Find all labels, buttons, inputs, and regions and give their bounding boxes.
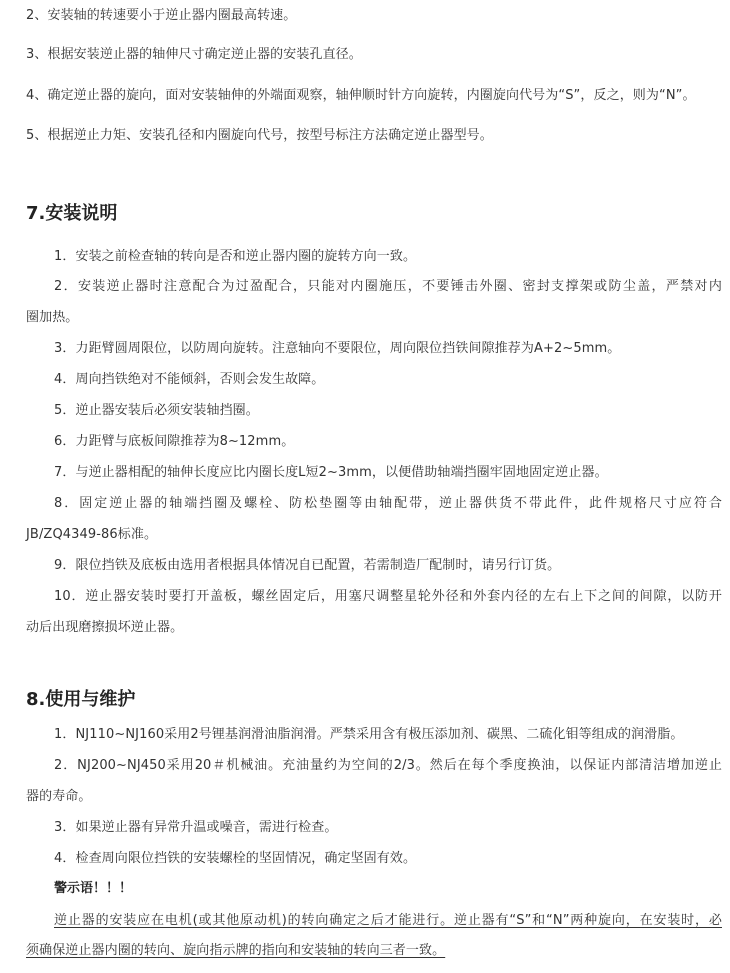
maintenance-item-3: 3．如果逆止器有异常升温或噪音，需进行检查。 (54, 820, 338, 835)
installation-item-4: 4．周向挡铁绝对不能倾斜，否则会发生故障。 (54, 372, 325, 387)
installation-item-9: 9．限位挡铁及底板由选用者根据具体情况自已配置，若需制造厂配制时，请另行订货。 (54, 558, 561, 573)
warning-title: 警示语！！！ (54, 881, 133, 896)
installation-item-1: 1．安装之前检查轴的转向是否和逆止器内圈的旋转方向一致。 (54, 249, 417, 264)
selection-step-2: 2、安装轴的转速要小于逆止器内圈最高转速。 (26, 8, 297, 23)
maintenance-item-2-cont: 器的寿命。 (26, 789, 92, 804)
installation-heading: 7.安装说明 (26, 203, 118, 224)
maintenance-heading: 8.使用与维护 (26, 689, 136, 710)
selection-step-4: 4、确定逆止器的旋向，面对安装轴伸的外端面观察，轴伸顺时针方向旋转，内圈旋向代号为“S”，反之，则为“N”。 (26, 88, 696, 103)
installation-item-2: 2．安装逆止器时注意配合为过盈配合，只能对内圈施压，不要锤击外圈、密封支撑架或防尘盖，严禁对内 (54, 279, 722, 294)
maintenance-item-2: 2．NJ200~NJ450采用20＃机械油。充油量约为空间的2/3。然后在每个季度换油，以保证内部清洁增加逆止 (54, 758, 722, 773)
maintenance-item-1: 1．NJ110~NJ160采用2号锂基润滑油脂润滑。严禁采用含有极压添加剂、碳黑、二硫化钼等组成的润滑脂。 (54, 727, 684, 742)
installation-item-10: 10．逆止器安装时要打开盖板，螺丝固定后，用塞尺调整星轮外径和外套内径的左右上下之间的间隙，以防开 (54, 589, 722, 604)
maintenance-item-4: 4．检查周向限位挡铁的安装螺栓的坚固情况，确定坚固有效。 (54, 851, 417, 866)
installation-item-8-cont: JB/ZQ4349-86标准。 (26, 527, 158, 542)
selection-step-5: 5、根据逆止力矩、安装孔径和内圈旋向代号，按型号标注方法确定逆止器型号。 (26, 128, 493, 143)
selection-step-3: 3、根据安装逆止器的轴伸尺寸确定逆止器的安装孔直径。 (26, 47, 362, 62)
installation-item-10-cont: 动后出现磨擦损坏逆止器。 (26, 620, 184, 635)
warning-line-1: 逆止器的安装应在电机(或其他原动机)的转向确定之后才能进行。逆止器有“S”和“N”两种旋向，在安装时，必 (54, 913, 722, 928)
installation-item-7: 7．与逆止器相配的轴伸长度应比内圈长度L短2~3mm，以便借助轴端挡圈牢固地固定逆止器。 (54, 465, 608, 480)
installation-item-8: 8．固定逆止器的轴端挡圈及螺栓、防松垫圈等由轴配带，逆止器供货不带此件，此件规格尺寸应符合 (54, 496, 722, 511)
warning-line-2: 须确保逆止器内圈的转向、旋向指示牌的指向和安装轴的转向三者一致。 (26, 943, 446, 958)
installation-item-2-cont: 圈加热。 (26, 310, 79, 325)
installation-item-3: 3．力距臂圆周限位，以防周向旋转。注意轴向不要限位，周向限位挡铁间隙推荐为A+2~5mm。 (54, 341, 621, 356)
installation-item-6: 6．力距臂与底板间隙推荐为8~12mm。 (54, 434, 295, 449)
installation-item-5: 5．逆止器安装后必须安装轴挡圈。 (54, 403, 259, 418)
